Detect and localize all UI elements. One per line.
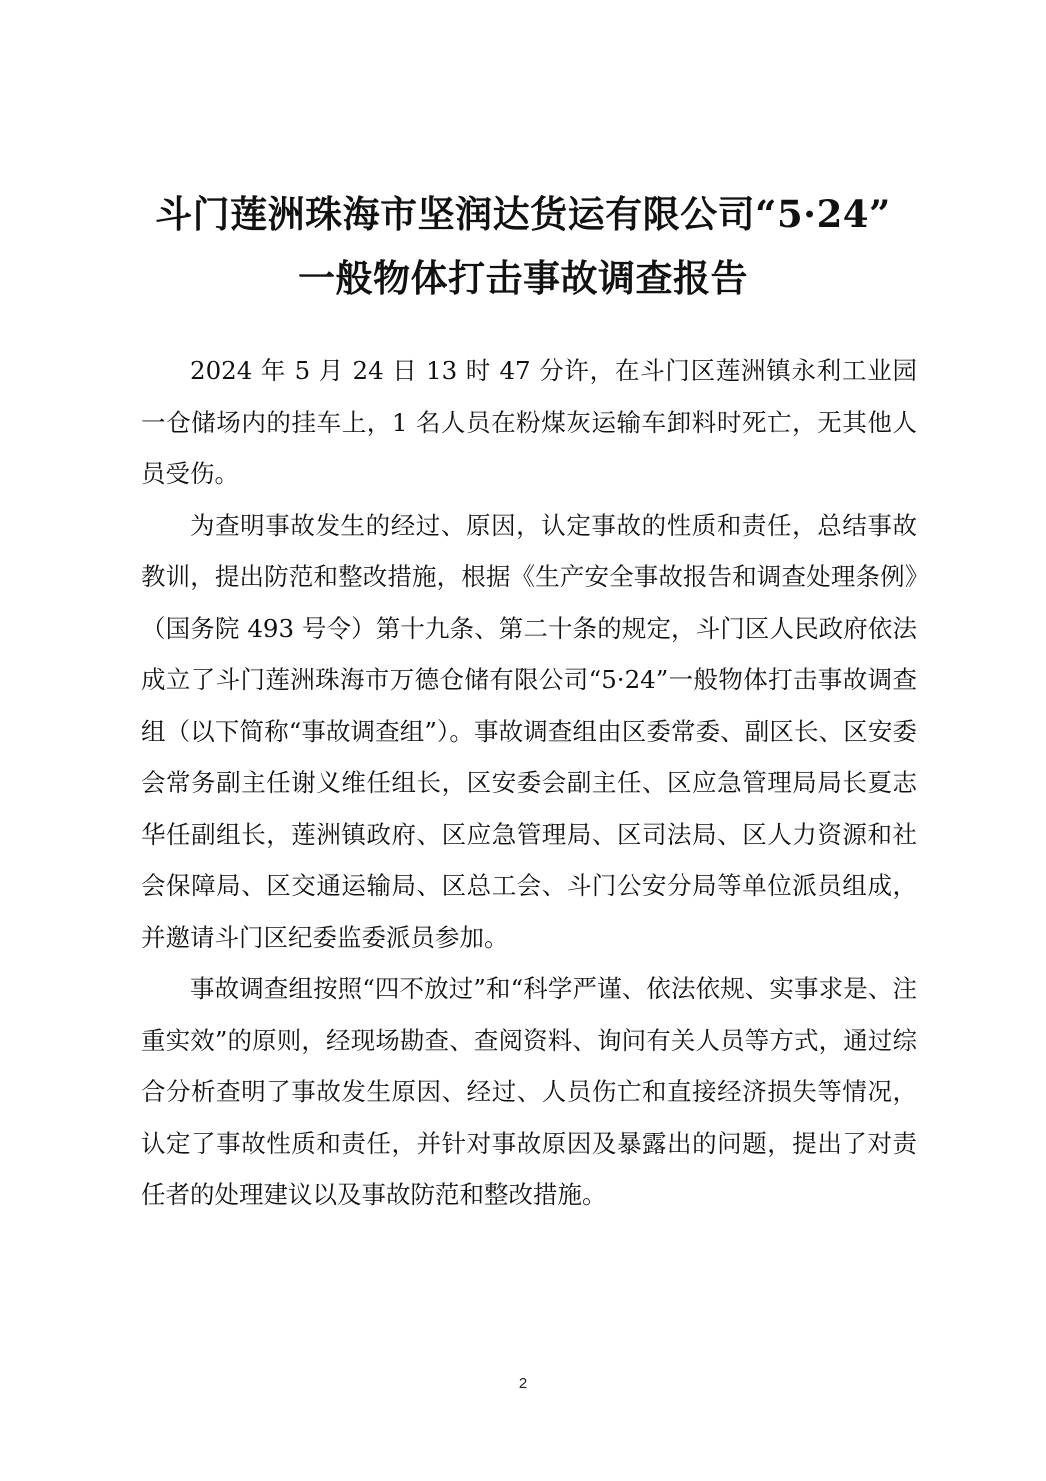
title-line-1: 斗门莲洲珠海市坚润达货运有限公司“5·24” <box>155 192 891 236</box>
document-title <box>120 182 926 310</box>
document-body <box>141 345 917 1221</box>
title-line-2: 一般物体打击事故调查报告 <box>298 256 748 300</box>
page-number: 2 <box>518 1375 528 1392</box>
paragraph-investigation-method: 事故调查组按照“四不放过”和“科学严谨、依法依规、实事求是、注重实效”的原则，经现场勘查、查阅资料、询问有关人员等方式，通过综合分析查明了事故发生原因、经过、人员伤亡和直接经济损失等情况，认定了事故性质和责任，并针对事故原因及暴露出的问题，提出了对责任者的处理建议以及事故防范和整改措施。 <box>141 974 917 1209</box>
paragraph-investigation-team: 为查明事故发生的经过、原因，认定事故的性质和责任，总结事故教训，提出防范和整改措施，根据《生产安全事故报告和调查处理条例》（国务院 493 号令）第十九条、第二十条的规定，斗门区人民政府依法成立了斗门莲洲珠海市万德仓储有限公司“5·24”一般物体打击事故调查组（以下简称“事故调查组”）。事故调查组由区委常委、副区长、区安委会常务副主任谢义维任组长，区安委会副主任、区应急管理局局长夏志华任副组长，莲洲镇政府、区应急管理局、区司法局、区人力资源和社会保障局、区交通运输局、区总工会、斗门公安分局等单位派员组成，并邀请斗门区纪委监委派员参加。 <box>141 510 917 952</box>
paragraph-incident-summary: 2024 年 5 月 24 日 13 时 47 分许，在斗门区莲洲镇永利工业园一仓储场内的挂车上，1 名人员在粉煤灰运输车卸料时死亡，无其他人员受伤。 <box>141 356 917 488</box>
